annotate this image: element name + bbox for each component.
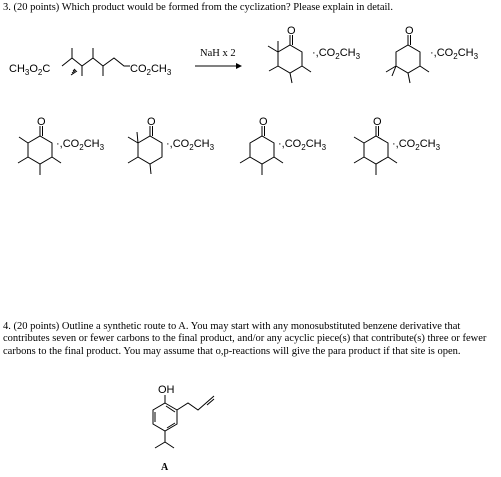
question-3-number: 3. — [3, 2, 11, 13]
product-1-structure — [268, 25, 361, 83]
svg-text:O: O — [37, 116, 46, 128]
question-4-number: 4. — [3, 321, 11, 332]
reactant-ester-left: $CH_3O_2C$ — [9, 63, 51, 77]
svg-text:O: O — [405, 25, 414, 37]
compound-a-oh: OH — [158, 384, 175, 396]
compound-a-label: A — [161, 462, 169, 473]
question-4-points: (20 points) — [13, 321, 60, 332]
product-5-ester: $\cdot,CO_2CH_3$ — [278, 138, 327, 152]
product-4-structure — [128, 116, 215, 174]
reactant-structure — [9, 48, 172, 77]
question-3-points: (20 points) — [13, 2, 60, 13]
product-4-ester: $\cdot,CO_2CH_3$ — [166, 138, 215, 152]
product-5-structure — [240, 116, 327, 175]
question-4-prompt — [3, 321, 499, 358]
product-3-structure — [18, 116, 105, 175]
product-2-ester: $\cdot,CO_2CH_3$ — [430, 47, 479, 61]
product-1-ester: $\cdot,CO_2CH_3$ — [312, 47, 361, 61]
reactant-hash-bond — [71, 69, 77, 75]
svg-text:O: O — [373, 116, 382, 128]
reagent-label: NaH x 2 — [200, 48, 236, 59]
reactant-ester-right: $CO_2CH_3$ — [130, 63, 172, 77]
product-2-structure — [386, 25, 479, 83]
compound-a-structure — [153, 384, 214, 473]
question-3-text: Which product would be formed from the cyclization? Please explain in detail. — [61, 2, 393, 13]
product-6-ester: $\cdot,CO_2CH_3$ — [392, 138, 441, 152]
svg-text:O: O — [287, 25, 296, 37]
question-4-text: Outline a synthetic route to A. You may start with any monosubstituted benzene derivative that contributes seven or fewer carbons to the final product, and/or any acyclic piece(s) that contribute(s) three or fewer carbons to the final product. You may assume that o,p-reactions will give the para product if that site is open. — [3, 321, 487, 357]
product-6-structure — [354, 116, 441, 175]
product-3-ester: $\cdot,CO_2CH_3$ — [56, 138, 105, 152]
svg-text:O: O — [147, 116, 156, 128]
svg-text:O: O — [259, 116, 268, 128]
reaction-arrow — [195, 48, 242, 69]
